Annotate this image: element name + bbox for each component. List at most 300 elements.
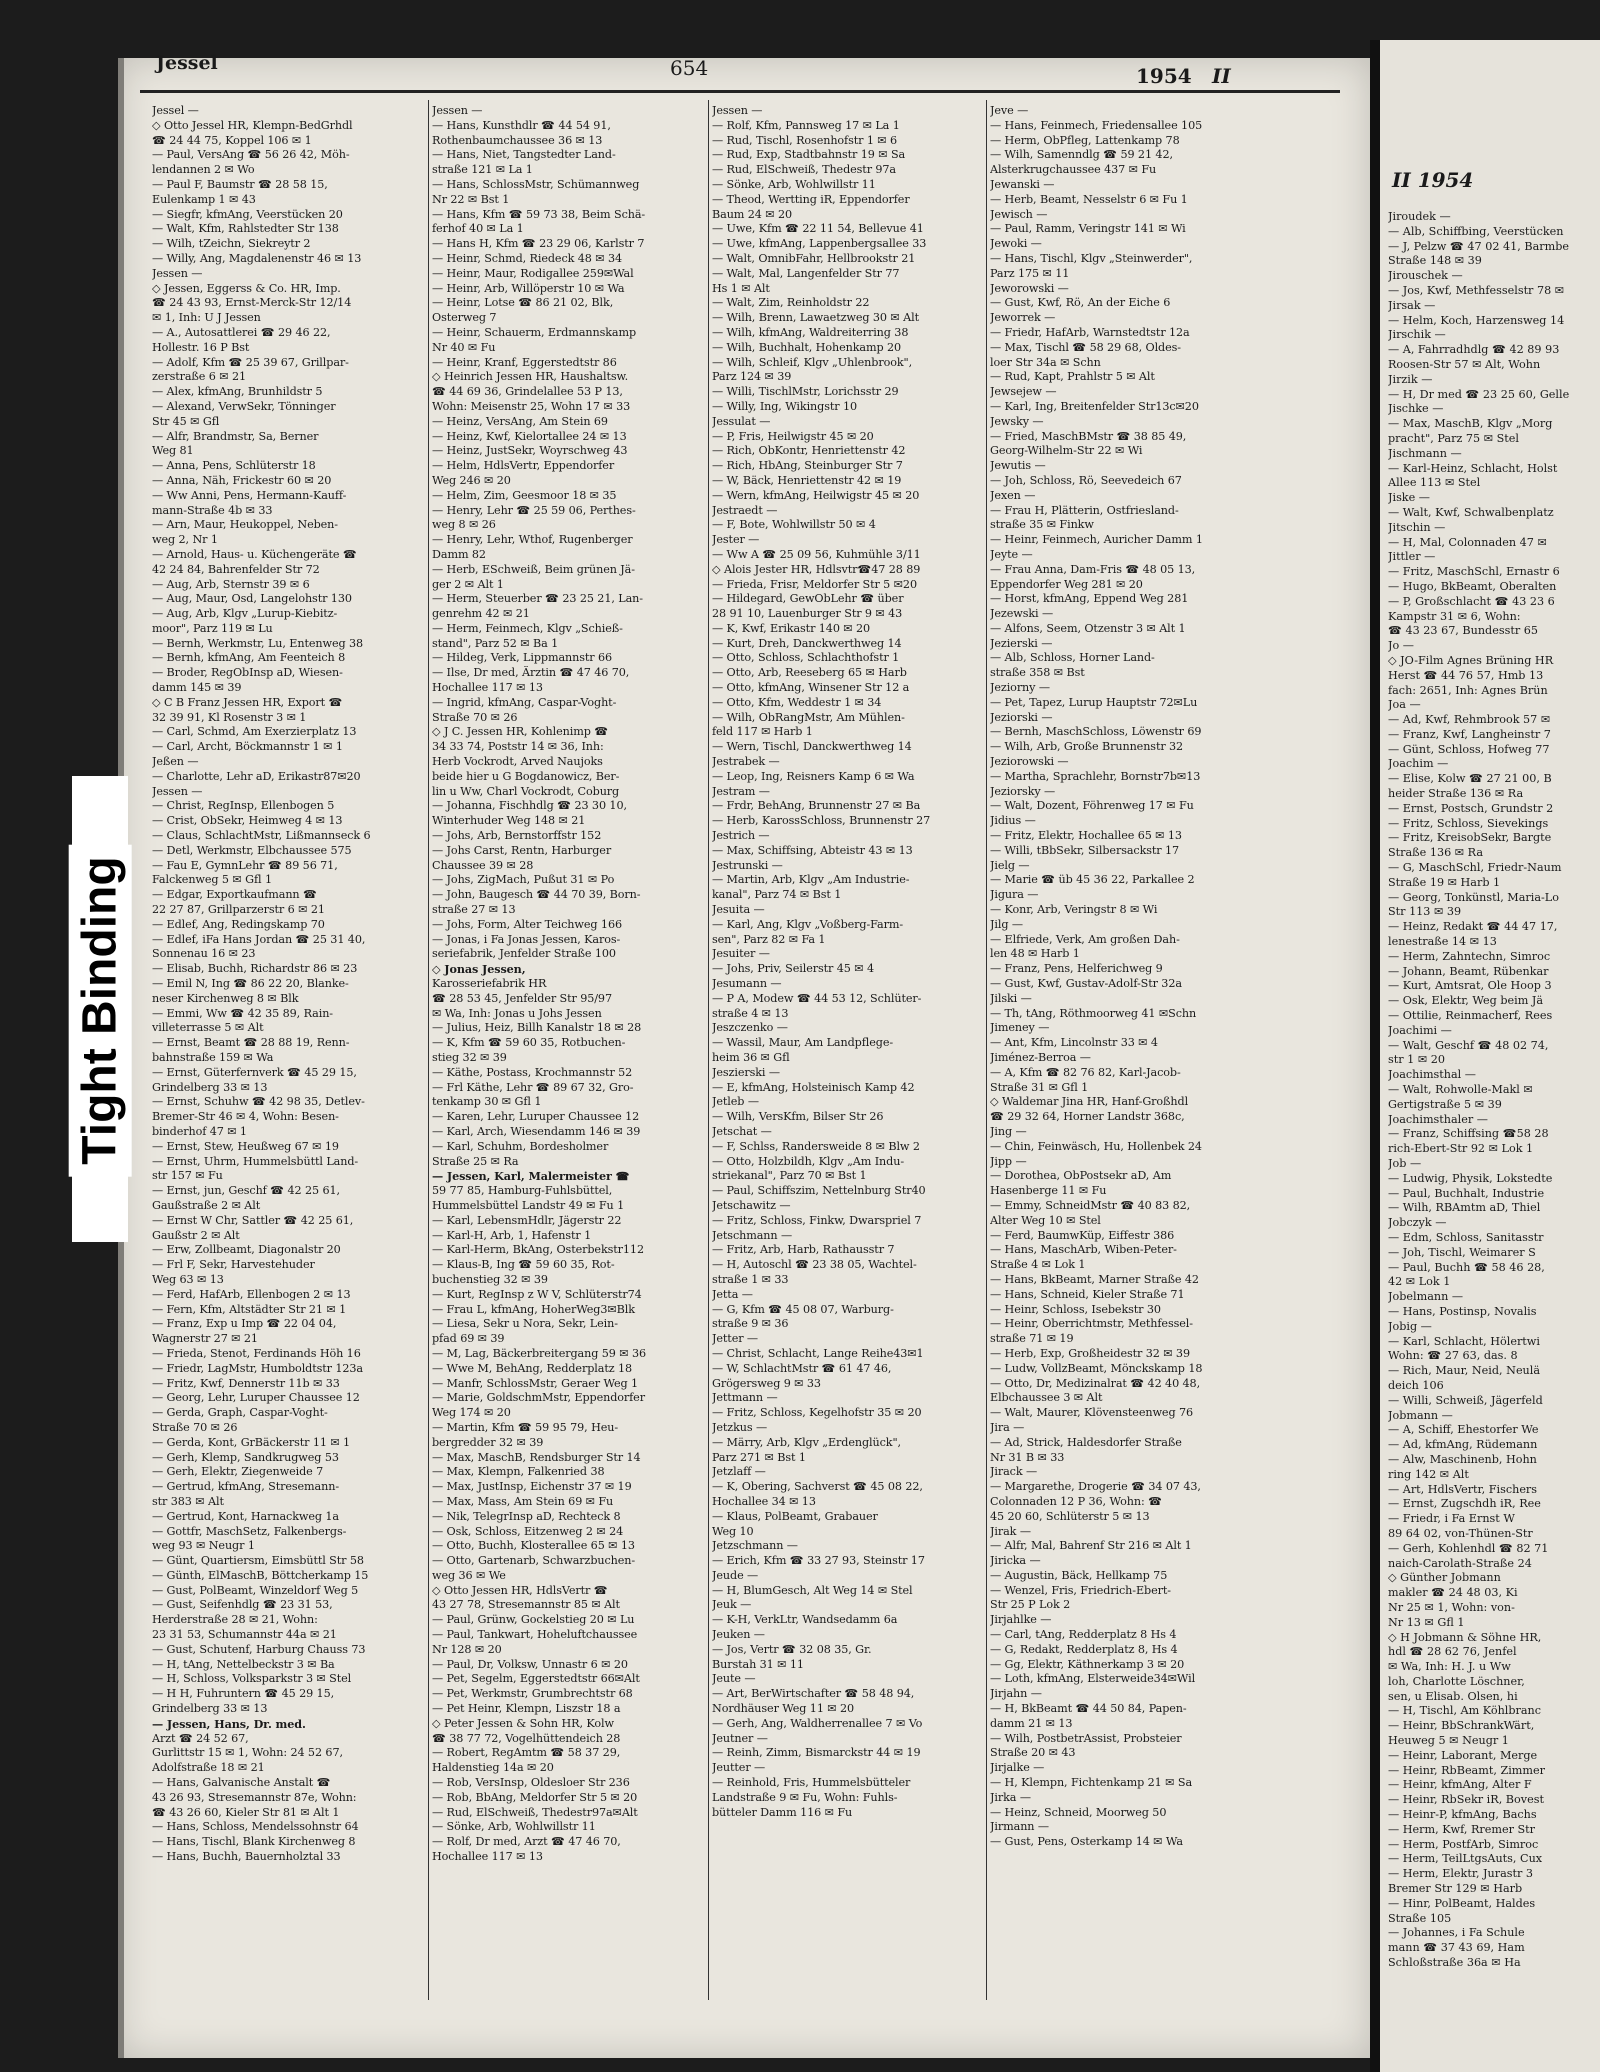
directory-entry-line: — Alfr, Brandmstr, Sa, Berner bbox=[152, 429, 319, 443]
directory-entry-line: 32 39 91, Kl Rosenstr 3 ✉ 1 bbox=[152, 710, 307, 724]
directory-entry-line: — Jos, Vertr ☎ 32 08 35, Gr. bbox=[712, 1642, 872, 1656]
directory-entry-line: — Willi, tBbSekr, Silbersackstr 17 bbox=[990, 843, 1180, 857]
directory-entry-line: — Hinr, PolBeamt, Haldes bbox=[1388, 1896, 1536, 1910]
directory-entry-line: — Paul, Buchh ☎ 58 46 28, bbox=[1388, 1260, 1545, 1274]
directory-entry-line: ◇ Otto Jessen HR, HdlsVertr ☎ bbox=[432, 1583, 608, 1597]
directory-entry-line: — Walt, Dozent, Föhrenweg 17 ✉ Fu bbox=[990, 799, 1194, 813]
directory-entry-line: Jessen — bbox=[152, 784, 203, 798]
directory-entry-line: Straße 19 ✉ Harb 1 bbox=[1388, 875, 1501, 889]
directory-entry-line: Str 25 P Lok 2 bbox=[990, 1598, 1071, 1612]
directory-entry-line: ✉ Wa, Inh: Jonas u Johs Jessen bbox=[432, 1006, 602, 1020]
directory-entry-line: Haldenstieg 14a ✉ 20 bbox=[432, 1761, 554, 1775]
directory-entry-line: — Friedr, i Fa Ernst W bbox=[1388, 1512, 1515, 1526]
directory-entry-line: Allee 113 ✉ Stel bbox=[1388, 476, 1481, 490]
directory-entry-line: 43 27 78, Stresemannstr 85 ✉ Alt bbox=[432, 1598, 620, 1612]
directory-entry-line: — Pet, Segelm, Eggerstedtstr 66✉Alt bbox=[432, 1672, 640, 1686]
directory-entry-line: — Ernst, Zugschdh iR, Ree bbox=[1388, 1497, 1541, 1511]
directory-entry-line: — Gerh, Klemp, Sandkrugweg 53 bbox=[152, 1450, 339, 1464]
directory-entry-line: — Art, BerWirtschafter ☎ 58 48 94, bbox=[712, 1687, 915, 1701]
directory-entry-line: Jester — bbox=[712, 533, 760, 547]
facing-page-header bbox=[1392, 168, 1473, 192]
directory-entry-line: — Erw, Zollbeamt, Diagonalstr 20 bbox=[152, 1243, 341, 1257]
directory-entry-line: — Kurt, Amtsrat, Ole Hoop 3 bbox=[1388, 979, 1552, 993]
directory-entry-line: Straße 31 ✉ Gfl 1 bbox=[990, 1080, 1089, 1094]
directory-entry-line: — Charlotte, Lehr aD, Erikastr87✉20 bbox=[152, 769, 361, 783]
directory-entry-line: — M, Lag, Bäckerbreitergang 59 ✉ 36 bbox=[432, 1346, 646, 1360]
directory-entry-line: — Frieda, Frisr, Meldorfer Str 5 ✉20 bbox=[712, 577, 917, 591]
directory-entry-line: Gertigstraße 5 ✉ 39 bbox=[1388, 1097, 1502, 1111]
directory-entry-line: — Karl, Schlacht, Hölertwi bbox=[1388, 1334, 1540, 1348]
directory-entry-line: ◇ H Jobmann & Söhne HR, bbox=[1388, 1630, 1542, 1644]
directory-entry-line: tenkamp 30 ✉ Gfl 1 bbox=[432, 1095, 542, 1109]
directory-entry-line: — Rich, Maur, Neid, Neulä bbox=[1388, 1364, 1541, 1378]
directory-entry-line: — Klaus-B, Ing ☎ 59 60 35, Rot- bbox=[432, 1258, 615, 1272]
directory-entry-line: — Günth, ElMaschB, Böttcherkamp 15 bbox=[152, 1568, 369, 1582]
directory-entry-line: — Klaus, PolBeamt, Grabauer bbox=[712, 1509, 878, 1523]
directory-entry-line: Weg 246 ✉ 20 bbox=[432, 473, 511, 487]
directory-entry-line: — Max, Klempn, Falkenried 38 bbox=[432, 1465, 605, 1479]
directory-entry-line: — H, BkBeamt ☎ 44 50 84, Papen- bbox=[990, 1702, 1187, 1716]
directory-entry-line: — Hans, Niet, Tangstedter Land- bbox=[432, 148, 616, 162]
directory-entry-line: Jetta — bbox=[712, 1287, 753, 1301]
directory-entry-line: — A, Fahrradhdlg ☎ 42 89 93 bbox=[1388, 343, 1560, 357]
directory-entry-line: — Alexand, VerwSekr, Tönninger bbox=[152, 399, 336, 413]
directory-entry-line: Grindelberg 33 ✉ 13 bbox=[152, 1080, 268, 1094]
directory-entry-line: — Johann, Beamt, Rübenkar bbox=[1388, 964, 1549, 978]
directory-entry-line: Eulenkamp 1 ✉ 43 bbox=[152, 192, 256, 206]
directory-entry-line: — Franz, Schiffsing ☎58 28 bbox=[1388, 1127, 1549, 1141]
directory-entry-line: — Herm, TeilLtgsAuts, Cux bbox=[1388, 1852, 1543, 1866]
directory-entry-line: ☎ 24 44 75, Koppel 106 ✉ 1 bbox=[152, 133, 312, 147]
directory-entry-line: Weg 174 ✉ 20 bbox=[432, 1406, 511, 1420]
directory-entry-line: — Alb, Schiffbing, Veerstücken bbox=[1388, 224, 1564, 238]
facing-page-year: 1954 bbox=[1417, 168, 1474, 192]
directory-entry-line: Jezewski — bbox=[990, 607, 1054, 621]
directory-entry-line: — Gertrud, Kont, Harnackweg 1a bbox=[152, 1509, 339, 1523]
directory-entry-line: — Friedr, HafArb, Warnstedtstr 12a bbox=[990, 325, 1190, 339]
directory-entry-line: Jettmann — bbox=[712, 1391, 778, 1405]
directory-entry-line: — Kurt, RegInsp z W V, Schlüterstr74 bbox=[432, 1287, 642, 1301]
directory-entry-line: — Herb, KarossSchloss, Brunnenstr 27 bbox=[712, 814, 931, 828]
directory-entry-line: Gurlittstr 15 ✉ 1, Wohn: 24 52 67, bbox=[152, 1746, 343, 1760]
directory-entry-line: Straße 70 ✉ 26 bbox=[152, 1420, 238, 1434]
directory-entry-line: Jobczyk — bbox=[1388, 1216, 1447, 1230]
directory-entry-line: — Alex, kfmAng, Brunhildstr 5 bbox=[152, 385, 323, 399]
directory-entry-line: — Günt, Quartiersm, Eimsbüttl Str 58 bbox=[152, 1554, 364, 1568]
directory-entry-line: — Wilh, kfmAng, Waldreiterring 38 bbox=[712, 325, 909, 339]
directory-entry-line: — F, Bote, Wohlwillstr 50 ✉ 4 bbox=[712, 518, 876, 532]
directory-entry-line: Hs 1 ✉ Alt bbox=[712, 281, 770, 295]
directory-entry-line: — Ernst W Chr, Sattler ☎ 42 25 61, bbox=[152, 1213, 354, 1227]
directory-entry-line: Joachimsthal — bbox=[1388, 1068, 1476, 1082]
directory-entry-line: — Ad, Strick, Haldesdorfer Straße bbox=[990, 1435, 1182, 1449]
directory-entry-line: — Heinr, Feinmech, Auricher Damm 1 bbox=[990, 533, 1203, 547]
directory-entry-line: Jestrich — bbox=[712, 829, 770, 843]
directory-entry-line: Jipp — bbox=[990, 1154, 1027, 1168]
directory-entry-line: — Alw, Maschinenb, Hohn bbox=[1388, 1452, 1537, 1466]
directory-entry-line: — P, Großschlacht ☎ 43 23 6 bbox=[1388, 594, 1555, 608]
directory-entry-line: ring 142 ✉ Alt bbox=[1388, 1467, 1469, 1481]
directory-entry-line: — Uwe, Kfm ☎ 22 11 54, Bellevue 41 bbox=[712, 222, 924, 236]
binding-stamp bbox=[70, 780, 130, 1240]
directory-entry-line: lenestraße 14 ✉ 13 bbox=[1388, 935, 1497, 949]
directory-column-2 bbox=[432, 104, 704, 2004]
directory-entry-line: Jilg — bbox=[990, 917, 1023, 931]
directory-entry-line: Straße 136 ✉ Ra bbox=[1388, 846, 1484, 860]
directory-entry-line: — Herb, Exp, Großheidestr 32 ✉ 39 bbox=[990, 1346, 1190, 1360]
directory-entry-line: — Emil N, Ing ☎ 86 22 20, Blanke- bbox=[152, 977, 349, 991]
directory-entry-line: seriefabrik, Jenfelder Straße 100 bbox=[432, 947, 616, 961]
directory-entry-line: Herb Vockrodt, Arved Naujoks bbox=[432, 755, 603, 769]
directory-entry-line: — Frieda, Stenot, Ferdinands Höh 16 bbox=[152, 1346, 361, 1360]
directory-entry-line: Baum 24 ✉ 20 bbox=[712, 207, 793, 221]
directory-entry-line: Damm 82 bbox=[432, 547, 486, 561]
directory-entry-line: — Anna, Näh, Frickestr 60 ✉ 20 bbox=[152, 473, 332, 487]
directory-entry-line: — Märry, Arb, Klgv „Erdenglück", bbox=[712, 1435, 901, 1449]
directory-entry-line: — Gerh, Ang, Waldherrenallee 7 ✉ Vo bbox=[712, 1716, 923, 1730]
directory-entry-line: Jewoki — bbox=[990, 237, 1042, 251]
directory-entry-line: Joachimi — bbox=[1388, 1023, 1452, 1037]
directory-entry-line: 89 64 02, von-Thünen-Str bbox=[1388, 1526, 1533, 1540]
directory-column-1 bbox=[152, 104, 424, 2004]
directory-entry-line: — Fritz, Kwf, Dennerstr 11b ✉ 33 bbox=[152, 1376, 340, 1390]
directory-entry-line: straße 27 ✉ 13 bbox=[432, 903, 516, 917]
directory-entry-line: ger 2 ✉ Alt 1 bbox=[432, 577, 504, 591]
column-divider bbox=[428, 100, 429, 2000]
directory-entry-line: — G, Redakt, Redderplatz 8, Hs 4 bbox=[990, 1642, 1178, 1656]
directory-entry-line: — G, MaschSchl, Friedr-Naum bbox=[1388, 861, 1562, 875]
directory-entry-line: — Max, JustInsp, Eichenstr 37 ✉ 19 bbox=[432, 1480, 632, 1494]
directory-entry-line: — Willi, Schweiß, Jägerfeld bbox=[1388, 1393, 1543, 1407]
directory-entry-line: Gaußstraße 2 ✉ Alt bbox=[152, 1198, 261, 1212]
directory-entry-line: Jeziorski — bbox=[990, 710, 1053, 724]
directory-entry-line: — Hans, Feinmech, Friedensallee 105 bbox=[990, 118, 1203, 132]
directory-entry-line: Rothenbaumchaussee 36 ✉ 13 bbox=[432, 133, 603, 147]
directory-entry-line: — Herm, Elektr, Jurastr 3 bbox=[1388, 1867, 1534, 1881]
directory-entry-line: pfad 69 ✉ 39 bbox=[432, 1332, 505, 1346]
directory-entry-line: Jetzlaff — bbox=[712, 1465, 766, 1479]
directory-entry-line: — Rud, Exp, Stadtbahnstr 19 ✉ Sa bbox=[712, 148, 906, 162]
directory-entry-line: — K, Kwf, Erikastr 140 ✉ 20 bbox=[712, 621, 871, 635]
directory-entry-line: — Wern, kfmAng, Heilwigstr 45 ✉ 20 bbox=[712, 488, 920, 502]
running-head-surname: Jessel bbox=[156, 52, 218, 74]
directory-entry-line: Job — bbox=[1388, 1157, 1422, 1170]
directory-entry-line: — P A, Modew ☎ 44 53 12, Schlüter- bbox=[712, 991, 922, 1005]
directory-entry-line: — A, Schiff, Ehestorfer We bbox=[1388, 1423, 1539, 1437]
directory-entry-line: Alsterkrugchaussee 437 ✉ Fu bbox=[990, 163, 1157, 177]
directory-entry-line: — Gerda, Graph, Caspar-Voght- bbox=[152, 1406, 328, 1420]
directory-entry-line: Nr 25 ✉ 1, Wohn: von- bbox=[1388, 1600, 1515, 1614]
directory-entry-line: kanal", Parz 74 ✉ Bst 1 bbox=[712, 888, 842, 902]
directory-entry-line: — Walt, Maurer, Klövensteenweg 76 bbox=[990, 1406, 1194, 1420]
directory-entry-line: — Elfriede, Verk, Am großen Dah- bbox=[990, 932, 1180, 946]
directory-entry-line: — Gust, Kwf, Rö, An der Eiche 6 bbox=[990, 296, 1171, 310]
book-gutter bbox=[1370, 40, 1380, 2072]
directory-entry-line: Parz 175 ✉ 11 bbox=[990, 266, 1070, 280]
directory-entry-line: 45 20 60, Schlüterstr 5 ✉ 13 bbox=[990, 1509, 1150, 1523]
directory-entry-line: — Paul F, Baumstr ☎ 28 58 15, bbox=[152, 177, 328, 191]
directory-entry-line: — Hans, BkBeamt, Marner Straße 42 bbox=[990, 1272, 1199, 1286]
directory-entry-line: Jeute — bbox=[712, 1672, 756, 1686]
header-year: 1954 bbox=[1136, 64, 1192, 88]
directory-entry-line: — Otto, kfmAng, Winsener Str 12 a bbox=[712, 681, 910, 695]
directory-entry-line: zerstraße 6 ✉ 21 bbox=[152, 370, 247, 384]
directory-entry-line: — Fritz, MaschSchl, Ernastr 6 bbox=[1388, 565, 1560, 579]
directory-entry-line: villeterrasse 5 ✉ Alt bbox=[152, 1021, 264, 1035]
directory-entry-line: Jischke — bbox=[1388, 402, 1444, 416]
directory-entry-line: Jobmann — bbox=[1388, 1408, 1453, 1422]
directory-entry-line: — Broder, RegObInsp aD, Wiesen- bbox=[152, 666, 343, 680]
directory-entry-line: Jeziorny — bbox=[990, 681, 1050, 695]
directory-entry-line: — Henry, Lehr ☎ 25 59 06, Perthes- bbox=[432, 503, 636, 517]
directory-entry-line: Jestrabek — bbox=[712, 755, 780, 769]
directory-entry-line: — Aug, Arb, Sternstr 39 ✉ 6 bbox=[152, 577, 310, 591]
directory-entry-line: — Fritz, Schloss, Sievekings bbox=[1388, 816, 1549, 830]
directory-entry-line: — Heinz, VersAng, Am Stein 69 bbox=[432, 414, 608, 428]
directory-entry-line: — Wern, Tischl, Danckwerthweg 14 bbox=[712, 740, 912, 754]
directory-entry-line: weg 36 ✉ We bbox=[432, 1568, 506, 1582]
binding-stamp-text: Tight Binding bbox=[69, 844, 132, 1176]
directory-entry-line: Jeutter — bbox=[712, 1761, 766, 1775]
directory-entry-line: — Elise, Kolw ☎ 27 21 00, B bbox=[1388, 772, 1552, 786]
directory-entry-line: — Willi, TischlMstr, Lorichsstr 29 bbox=[712, 385, 899, 399]
directory-entry-line: — Edgar, Exportkaufmann ☎ bbox=[152, 888, 317, 902]
directory-entry-line: Nr 40 ✉ Fu bbox=[432, 340, 496, 354]
directory-entry-line: Jing — bbox=[990, 1124, 1027, 1138]
directory-entry-line: 22 27 87, Grillparzerstr 6 ✉ 21 bbox=[152, 903, 325, 917]
directory-entry-line: — Hans, Galvanische Anstalt ☎ bbox=[152, 1776, 331, 1790]
directory-entry-line: — Otto, Buchh, Klosterallee 65 ✉ 13 bbox=[432, 1539, 635, 1553]
directory-entry-line: damm 21 ✉ 13 bbox=[990, 1716, 1073, 1730]
directory-entry-line: — H, tAng, Nettelbeckstr 3 ✉ Ba bbox=[152, 1657, 335, 1671]
directory-entry-line: — Carl, tAng, Redderplatz 8 Hs 4 bbox=[990, 1628, 1177, 1642]
directory-entry-line: Jobig — bbox=[1388, 1319, 1432, 1333]
directory-entry-line: sen, u Elisab. Olsen, hi bbox=[1388, 1689, 1518, 1703]
directory-entry-line: Parz 271 ✉ Bst 1 bbox=[712, 1450, 806, 1464]
directory-entry-line: moor", Parz 119 ✉ Lu bbox=[152, 621, 273, 635]
directory-entry-line: — Johs, Arb, Bernstorffstr 152 bbox=[432, 829, 602, 843]
directory-entry-line: ◇ Günther Jobmann bbox=[1388, 1571, 1501, 1585]
directory-entry-line: Jeßen — bbox=[152, 755, 199, 769]
directory-entry-line: Jeszierski — bbox=[712, 1065, 780, 1079]
directory-entry-line: Arzt ☎ 24 52 67, bbox=[152, 1731, 249, 1745]
directory-entry-line: Jimeney — bbox=[990, 1021, 1050, 1035]
directory-entry-line: — Heinr, Maur, Rodigallee 259✉Wal bbox=[432, 266, 634, 280]
directory-entry-line: — Johs, Form, Alter Teichweg 166 bbox=[432, 917, 622, 931]
directory-entry-line: — Heinr, Arb, Willöperstr 10 ✉ Wa bbox=[432, 281, 625, 295]
directory-entry-line: — Paul, VersAng ☎ 56 26 42, Möh- bbox=[152, 148, 350, 162]
directory-entry-line: — Walt, Geschf ☎ 48 02 74, bbox=[1388, 1038, 1549, 1052]
directory-entry-line: Grindelberg 33 ✉ 13 bbox=[152, 1702, 268, 1716]
directory-entry-line: 43 26 93, Stresemannstr 87e, Wohn: bbox=[152, 1790, 357, 1804]
directory-entry-line: — H H, Fuhruntern ☎ 45 29 15, bbox=[152, 1687, 335, 1701]
directory-entry-line: — Arn, Maur, Heukoppel, Neben- bbox=[152, 518, 338, 532]
directory-entry-line: — Karl-H, Arb, 1, Hafenstr 1 bbox=[432, 1228, 592, 1242]
directory-entry-line: — Walt, Mal, Langenfelder Str 77 bbox=[712, 266, 900, 280]
directory-entry-line: Wagnerstr 27 ✉ 21 bbox=[152, 1332, 258, 1346]
directory-entry-line: — Julius, Heiz, Billh Kanalstr 18 ✉ 28 bbox=[432, 1021, 642, 1035]
directory-entry-line: Landstraße 9 ✉ Fu, Wohn: Fuhls- bbox=[712, 1790, 898, 1804]
directory-entry-line: — Johs, ZigMach, Pußut 31 ✉ Po bbox=[432, 873, 615, 887]
directory-entry-line: Jesuiter — bbox=[712, 947, 770, 961]
directory-entry-line: — Konr, Arb, Veringstr 8 ✉ Wi bbox=[990, 903, 1158, 917]
directory-entry-line: — Martin, Kfm ☎ 59 95 79, Heu- bbox=[432, 1420, 619, 1434]
directory-entry-line: Jirka — bbox=[990, 1790, 1031, 1804]
directory-entry-line: Jexen — bbox=[990, 488, 1036, 502]
directory-entry-line: — Hans, Schloss, Mendelssohnstr 64 bbox=[152, 1820, 359, 1834]
directory-entry-line: heim 36 ✉ Gfl bbox=[712, 1051, 790, 1064]
directory-entry-line: — Martin, Arb, Klgv „Am Industrie- bbox=[712, 873, 910, 887]
directory-entry-line: — Jonas, i Fa Jonas Jessen, Karos- bbox=[432, 932, 621, 946]
directory-entry-line: Jeszczenko — bbox=[712, 1021, 788, 1035]
directory-entry-line: — Paul, Buchhalt, Industrie bbox=[1388, 1186, 1545, 1200]
directory-entry-line: — Rud, Kapt, Prahlstr 5 ✉ Alt bbox=[990, 370, 1155, 384]
directory-entry-line: — Heinr, Schmd, Riedeck 48 ✉ 34 bbox=[432, 251, 623, 265]
directory-entry-line: — Christ, RegInsp, Ellenbogen 5 bbox=[152, 799, 335, 813]
directory-entry-line: ◇ Jonas Jessen, bbox=[432, 962, 526, 977]
directory-entry-line: — Horst, kfmAng, Eppend Weg 281 bbox=[990, 592, 1189, 606]
directory-entry-line: — Emmi, Ww ☎ 42 35 89, Rain- bbox=[152, 1006, 333, 1020]
directory-entry-line: straße 358 ✉ Bst bbox=[990, 666, 1085, 680]
directory-entry-line: — Helm, Koch, Harzensweg 14 bbox=[1388, 313, 1565, 327]
directory-entry-line: — Ferd, BaumwKüp, Eiffestr 386 bbox=[990, 1228, 1175, 1242]
directory-entry-line: Joachimsthaler — bbox=[1388, 1112, 1488, 1126]
directory-entry-line: Jira — bbox=[990, 1420, 1025, 1434]
directory-entry-line: — Hans, Kfm ☎ 59 73 38, Beim Schä- bbox=[432, 207, 646, 221]
directory-entry-line: — Otto, Gartenarb, Schwarzbuchen- bbox=[432, 1554, 636, 1568]
directory-entry-line: Jeude — bbox=[712, 1568, 759, 1582]
directory-entry-line: Jeziorsky — bbox=[990, 784, 1056, 798]
directory-entry-line: — Ad, Kwf, Rehmbrook 57 ✉ bbox=[1388, 713, 1551, 727]
directory-entry-line: straße 4 ✉ 13 bbox=[712, 1006, 789, 1020]
directory-entry-line: Jirzik — bbox=[1388, 372, 1433, 386]
directory-entry-line: — Fritz, KreisobSekr, Bargte bbox=[1388, 831, 1552, 845]
directory-entry-line: — Karen, Lehr, Luruper Chaussee 12 bbox=[432, 1110, 640, 1124]
directory-entry-line: — Otto, Holzbildh, Klgv „Am Indu- bbox=[712, 1154, 905, 1168]
directory-entry-line: straße 121 ✉ La 1 bbox=[432, 163, 533, 177]
directory-entry-line: Jiske — bbox=[1388, 491, 1430, 505]
directory-entry-line: — Rob, BbAng, Meldorfer Str 5 ✉ 20 bbox=[432, 1790, 638, 1804]
directory-entry-line: 34 33 74, Poststr 14 ✉ 36, Inh: bbox=[432, 740, 604, 754]
directory-entry-line: — Ernst, Postsch, Grundstr 2 bbox=[1388, 801, 1554, 815]
directory-entry-line: Jischmann — bbox=[1388, 446, 1462, 460]
directory-entry-line: — Siegfr, kfmAng, Veerstücken 20 bbox=[152, 207, 343, 221]
directory-entry-line: — Otto, Dr, Medizinalrat ☎ 42 40 48, bbox=[990, 1376, 1201, 1390]
directory-entry-line: Wohn: Meisenstr 25, Wohn 17 ✉ 33 bbox=[432, 399, 631, 413]
directory-entry-line: 23 31 53, Schumannstr 44a ✉ 21 bbox=[152, 1628, 337, 1642]
directory-entry-line: straße 9 ✉ 36 bbox=[712, 1317, 789, 1331]
directory-entry-line: Nr 13 ✉ Gfl 1 bbox=[1388, 1615, 1465, 1629]
directory-entry-line: loer Str 34a ✉ Schn bbox=[990, 355, 1101, 369]
directory-entry-line: Jirjahn — bbox=[990, 1687, 1042, 1701]
directory-column-4 bbox=[990, 104, 1262, 2004]
directory-entry-line: — Käthe, Postass, Krochmannstr 52 bbox=[432, 1065, 633, 1079]
directory-entry-line: naich-Carolath-Straße 24 bbox=[1388, 1556, 1532, 1570]
directory-entry-line: Jewanski — bbox=[990, 177, 1055, 191]
directory-entry-line: Falckenweg 5 ✉ Gfl 1 bbox=[152, 873, 272, 887]
directory-entry-line: Jilski — bbox=[990, 991, 1032, 1005]
directory-entry-line: — Fritz, Arb, Harb, Rathausstr 7 bbox=[712, 1243, 895, 1257]
directory-entry-line: — Walt, Kwf, Schwalbenplatz bbox=[1388, 505, 1554, 519]
directory-entry-line: Jirack — bbox=[990, 1465, 1038, 1479]
directory-entry-line: — Georg, Lehr, Luruper Chaussee 12 bbox=[152, 1391, 360, 1405]
directory-entry-line: — Franz, Pens, Helferichweg 9 bbox=[990, 962, 1163, 976]
directory-entry-line: — Gerh, Kohlenhdl ☎ 82 71 bbox=[1388, 1541, 1549, 1555]
directory-entry-line: Karosseriefabrik HR bbox=[432, 977, 547, 991]
directory-entry-line: — Pet Heinr, Klempn, Liszstr 18 a bbox=[432, 1702, 621, 1716]
directory-entry-line: Joa — bbox=[1388, 698, 1421, 712]
directory-entry-line: ☎ 28 53 45, Jenfelder Str 95/97 bbox=[432, 991, 612, 1005]
directory-entry-line: Jestraedt — bbox=[712, 503, 778, 517]
directory-entry-line: — Sönke, Arb, Wohlwillstr 11 bbox=[712, 177, 876, 191]
directory-entry-line: — Wilh, ObRangMstr, Am Mühlen- bbox=[712, 710, 905, 724]
directory-entry-line: — Jos, Kwf, Methfesselstr 78 ✉ bbox=[1388, 283, 1565, 297]
directory-entry-line: — Herm, Zahntechn, Simroc bbox=[1388, 949, 1551, 963]
header-rule bbox=[140, 90, 1340, 93]
directory-entry-line: — Christ, Schlacht, Lange Reihe43✉1 bbox=[712, 1346, 924, 1360]
directory-entry-line: ◇ Jessen, Eggerss & Co. HR, Imp. bbox=[152, 281, 341, 295]
directory-entry-line: ◇ C B Franz Jessen HR, Export ☎ bbox=[152, 695, 343, 709]
directory-entry-line: Straße 70 ✉ 26 bbox=[432, 710, 518, 724]
directory-entry-line: — Hans, Postinsp, Novalis bbox=[1388, 1304, 1537, 1318]
directory-entry-line: — Heinr, RbSekr iR, Bovest bbox=[1388, 1793, 1544, 1807]
directory-entry-line: — K, Obering, Sachverst ☎ 45 08 22, bbox=[712, 1480, 923, 1494]
directory-entry-line: — Margarethe, Drogerie ☎ 34 07 43, bbox=[990, 1480, 1201, 1494]
directory-entry-line: — Johs Carst, Rentn, Harburger bbox=[432, 843, 612, 857]
directory-entry-line: — Martha, Sprachlehr, Bornstr7b✉13 bbox=[990, 769, 1201, 783]
directory-entry-line: mann ☎ 37 43 69, Ham bbox=[1388, 1941, 1525, 1955]
directory-entry-line: — J, Pelzw ☎ 47 02 41, Barmbe bbox=[1388, 239, 1569, 253]
directory-entry-line: — Günt, Schloss, Hofweg 77 bbox=[1388, 742, 1550, 756]
directory-entry-line: — H, Klempn, Fichtenkamp 21 ✉ Sa bbox=[990, 1776, 1193, 1790]
directory-entry-line: — Wassil, Maur, Am Landpflege- bbox=[712, 1036, 894, 1050]
directory-entry-line: Hochallee 117 ✉ 13 bbox=[432, 681, 543, 695]
directory-entry-line: pracht", Parz 75 ✉ Stel bbox=[1388, 431, 1519, 445]
directory-entry-line: — Wilh, PostbetrAssist, Probsteier bbox=[990, 1731, 1182, 1745]
directory-entry-line: — Arnold, Haus- u. Küchengeräte ☎ bbox=[152, 547, 357, 561]
directory-entry-line: straße 35 ✉ Finkw bbox=[990, 518, 1094, 532]
directory-entry-line: — Walt, Rohwolle-Makl ✉ bbox=[1388, 1083, 1533, 1097]
directory-entry-line: — Max, MaschB, Rendsburger Str 14 bbox=[432, 1450, 641, 1464]
directory-entry-line: Wohn: ☎ 27 63, das. 8 bbox=[1388, 1349, 1518, 1363]
directory-entry-line: loh, Charlotte Löschner, bbox=[1388, 1674, 1525, 1688]
directory-entry-line: — Ernst, Güterfernverk ☎ 45 29 15, bbox=[152, 1065, 357, 1079]
directory-entry-line: Jeutner — bbox=[712, 1731, 768, 1745]
directory-entry-line: Kampstr 31 ✉ 6, Wohn: bbox=[1388, 609, 1521, 623]
directory-entry-line: — Rob, VersInsp, Oldesloer Str 236 bbox=[432, 1776, 630, 1790]
directory-entry-line: — Ww Anni, Pens, Hermann-Kauff- bbox=[152, 488, 347, 502]
directory-entry-line: — Karl, Arch, Wiesendamm 146 ✉ 39 bbox=[432, 1124, 641, 1138]
directory-entry-line: — F, Schlss, Randersweide 8 ✉ Blw 2 bbox=[712, 1139, 920, 1153]
directory-entry-line: feld 117 ✉ Harb 1 bbox=[712, 725, 813, 739]
directory-entry-line: — W, Bäck, Henriettenstr 42 ✉ 19 bbox=[712, 473, 902, 487]
directory-entry-line: — Detl, Werkmstr, Elbchaussee 575 bbox=[152, 843, 352, 857]
column-divider bbox=[986, 100, 987, 2000]
directory-entry-line: — Claus, SchlachtMstr, Lißmannseck 6 bbox=[152, 829, 371, 843]
directory-entry-line: mann-Straße 4b ✉ 33 bbox=[152, 503, 273, 517]
directory-entry-line: — Wilh, RBAmtm aD, Thiel bbox=[1388, 1201, 1541, 1215]
directory-entry-line: Straße 20 ✉ 43 bbox=[990, 1746, 1076, 1760]
directory-entry-line: ◇ J C. Jessen HR, Kohlenimp ☎ bbox=[432, 725, 609, 739]
directory-entry-line: — Sönke, Arb, Wohlwillstr 11 bbox=[432, 1820, 596, 1834]
directory-entry-line: — Hans, SchlossMstr, Schümannweg bbox=[432, 177, 640, 191]
directory-entry-line: Jirjahlke — bbox=[990, 1613, 1052, 1627]
directory-entry-line: — Frau Anna, Dam-Fris ☎ 48 05 13, bbox=[990, 562, 1196, 576]
directory-entry-line: Heuweg 5 ✉ Neugr 1 bbox=[1388, 1734, 1509, 1748]
directory-entry-line: — H, Dr med ☎ 23 25 60, Gelle bbox=[1388, 387, 1570, 401]
directory-entry-line: — Frau L, kfmAng, HoherWeg3✉Blk bbox=[432, 1302, 635, 1316]
directory-entry-line: — Georg, Tonkünstl, Maria-Lo bbox=[1388, 890, 1559, 904]
